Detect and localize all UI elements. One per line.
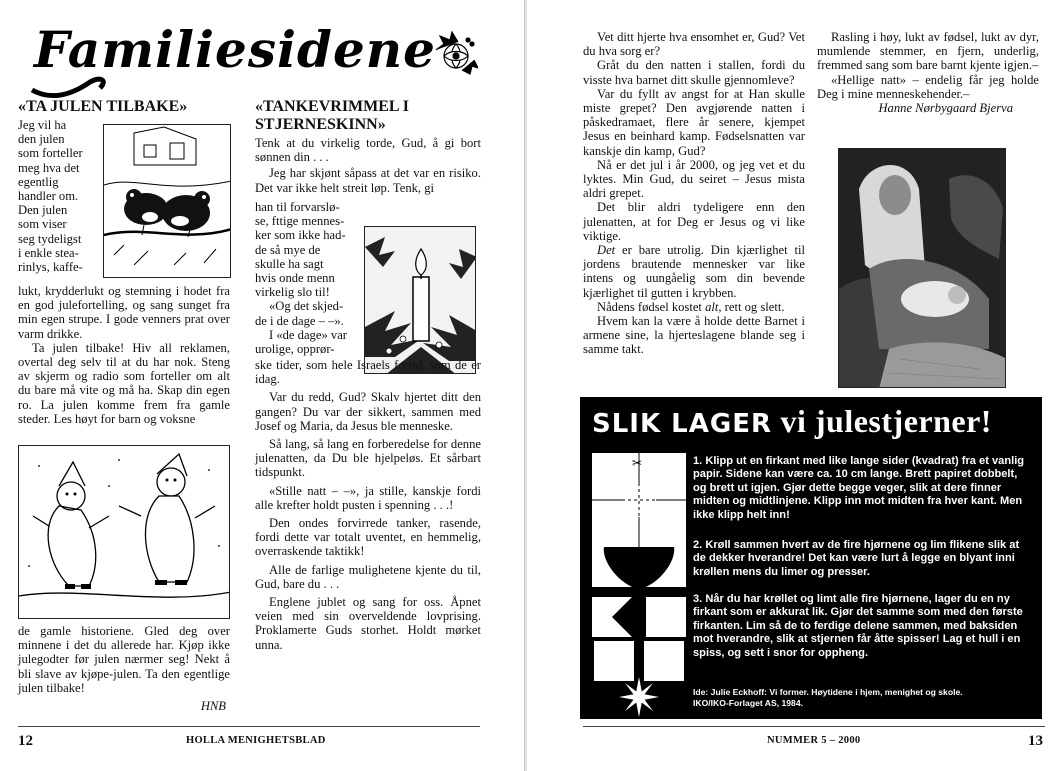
left-page bbox=[0, 0, 525, 771]
text-line: skulle ha sagt bbox=[255, 256, 324, 271]
text-line: seg tydeligst bbox=[18, 231, 82, 246]
paragraph: lukt, krydderlukt og stemning i hodet fra en god julefortelling, og sang sunget fra min egen strupe. I gode venners prat over varm drikke. bbox=[18, 284, 230, 341]
paragraph: ske tider, som hele Israels fortid, som de er idag. bbox=[255, 358, 481, 387]
text-line: de i de dage – –». bbox=[255, 313, 344, 328]
paragraph: Tenk at du virkelig torde, Gud, å gi bort sønnen din . . . bbox=[255, 136, 481, 165]
instruction-step-1: 1. Klipp ut en firkant med like lange sider (kvadrat) fra et vanlig papir. Sidene kan være ca. 10 cm lange. Brett papiret dobbelt, og brett ut igjen. Gjør dette begge veger, slik at dere finner midten og midtlinjene. Klipp inn mot midten fra hver kant. Men ikke klipp helt inn! bbox=[693, 455, 1025, 521]
article2-body bbox=[255, 358, 481, 652]
fold-diagram-step1 bbox=[592, 453, 686, 547]
children-drawing bbox=[19, 446, 230, 619]
article-signature: Hanne Nørbygaard Bjerva bbox=[878, 101, 1013, 116]
text-line: som forteller bbox=[18, 146, 83, 161]
text-line: I «de dage» var bbox=[269, 327, 347, 342]
masthead-swash bbox=[30, 76, 360, 100]
paragraph-text: rett og slett. bbox=[721, 299, 785, 314]
text-line: egentlig bbox=[18, 174, 59, 189]
paragraph: Ta julen tilbake! Hiv all reklamen, overtal deg selv til at du har nok. Steng av skjerm og radio som forteller om alt du bare må vite og må ha. Skap din egen ro. La julen komme frem fra gamle steder. Les høyt for barn og voksne bbox=[18, 340, 230, 426]
text-line: Jeg vil ha bbox=[18, 118, 67, 132]
article2-wrap-text bbox=[255, 200, 363, 356]
paragraph: Englene jublet og sang for oss. Åpnet veien med sin overveldende lovprising. Proklamerte Guds storhet. Holdt mørket unna. bbox=[255, 595, 481, 652]
article-ta-julen-tilbake bbox=[18, 98, 230, 118]
article-headline: «TANKEVRIMMEL I STJERNESKINN» bbox=[255, 98, 409, 133]
paragraph: «Stille natt – –», ja stille, kanskje fordi alle krefter holdt pusten i spenning . . .! bbox=[255, 483, 481, 512]
text-line: ker som ikke had- bbox=[255, 228, 346, 243]
paragraph: Alle de farlige mulighetene kjente du til, Gud, bare du . . . bbox=[255, 562, 481, 591]
right-page bbox=[527, 0, 1055, 771]
instruction-step-2: 2. Krøll sammen hvert av de fire hjørnene og lim flikene slik at de dekker hverandre! Det kan være lurt å legge en blyant inni krøllen mens du limer og presser. bbox=[693, 539, 1020, 578]
text-line: Den julen bbox=[18, 203, 68, 218]
paragraph: Gråt du den natten i stallen, fordi du visste hva barnet ditt skulle gjennomleve? bbox=[583, 58, 805, 87]
paragraph: Jeg har skjønt såpass at det var en risiko. Det var ikke helt streit løp. Tenk, gi bbox=[255, 166, 481, 195]
children-in-snow-illustration bbox=[18, 445, 230, 619]
candle-illustration bbox=[364, 226, 476, 374]
box-title bbox=[592, 403, 992, 440]
paragraph: Var du redd, Gud? Skalv hjertet ditt den gangen? Du var der sikkert, sammen med Josef og Maria, da Jesus ble menneske. bbox=[255, 390, 481, 433]
text-line: meg hva det bbox=[18, 160, 80, 175]
right-column-2 bbox=[817, 30, 1039, 115]
birds-drawing bbox=[104, 125, 231, 278]
credit-line: Ide: Julie Eckhoff: Vi former. Høytidene i hjem, menighet og skole. bbox=[693, 687, 963, 697]
birds-illustration bbox=[103, 124, 231, 278]
instruction-step-3: 3. Når du har krøllet og limt alle fire hjørnene, lager du en ny firkant som er akkurat lik. Gjør det samme som med den første firkanten. Lim så de to ferdige delene sammen, med baksiden mot hverandre, slik at stjernen får åtte spisser! Lag et hull i en spiss, og sett i snor for oppheng. bbox=[693, 593, 1023, 659]
christmas-rose-icon bbox=[432, 30, 478, 80]
credit-line: IKO/IKO-Forlaget AS, 1984. bbox=[693, 698, 803, 708]
paragraph: Nå er det jul i år 2000, og jeg vet et du lyktes. Min Gud, du seiret – Jesus mista aldri grepet. bbox=[583, 157, 805, 201]
article-tankevrimmel bbox=[255, 98, 481, 195]
julestjerner-instructions-box bbox=[580, 397, 1042, 719]
masthead-title: Familiesidene bbox=[34, 20, 436, 79]
text-line: urolige, opprør- bbox=[255, 342, 335, 357]
text-line: virkelig slo til! bbox=[255, 285, 330, 300]
paragraph: Så lang, så lang en forberedelse for denne julenatten, da Du ble hjelpeløs. Et sårbart tidspunkt. bbox=[255, 437, 481, 480]
box-title-stamp: SLIK LAGER bbox=[592, 409, 772, 439]
text-line: i enkle stea- bbox=[18, 245, 79, 260]
instruction-credit bbox=[693, 687, 1033, 709]
paragraph bbox=[583, 300, 805, 314]
candle-drawing bbox=[365, 227, 476, 374]
nativity-picture bbox=[838, 148, 1006, 388]
text-line: de så mye de bbox=[255, 242, 321, 257]
paragraph bbox=[583, 243, 805, 300]
paragraph: de gamle historiene. Gled deg over minnene i det du allerede har. Kjøp ikke julegodter før julen nærmer seg! Nekt å bli slave av kjøpe-julen. Ta den egentlige julen tilbake! bbox=[18, 624, 230, 695]
article1-body bbox=[18, 284, 230, 426]
text-line: hvis onde menn bbox=[255, 271, 335, 286]
text-line: han til forvarslø- bbox=[255, 200, 340, 214]
page-number: 12 bbox=[18, 733, 33, 749]
svg-text:✂: ✂ bbox=[632, 456, 643, 470]
article1-ending bbox=[18, 624, 230, 713]
masthead bbox=[30, 14, 470, 100]
text-line: som viser bbox=[18, 217, 67, 232]
text-line: se, fttige mennes- bbox=[255, 214, 345, 229]
box-title-text: vi julestjerner! bbox=[780, 403, 992, 439]
paragraph: Den ondes forvirrede tanker, rasende, fordi dette var totalt uventet, en hemmelig, overraskende taktikk! bbox=[255, 516, 481, 559]
paragraph: Vet ditt hjerte hva ensomhet er, Gud? Vet du hva sorg er? bbox=[583, 30, 805, 59]
article-signature: HNB bbox=[200, 699, 226, 714]
page-number: 13 bbox=[1028, 733, 1043, 749]
text-line: «Og det skjed- bbox=[269, 299, 344, 314]
text-line: handler om. bbox=[18, 189, 79, 204]
emphasis: Det bbox=[597, 243, 616, 258]
article1-wrap-text bbox=[18, 118, 102, 274]
nativity-drawing bbox=[839, 149, 1006, 388]
right-column-1 bbox=[583, 30, 805, 357]
text-line: den julen bbox=[18, 132, 65, 147]
paragraph: Var du fyllt av angst for at Han skulle miste grepet? Den avgjørende natten i påskedramaet, flere år senere, kjempet Jesus en beinhard kamp. Fødselsnatten var kanskje din kamp, Gud? bbox=[583, 86, 805, 158]
paragraph: Det blir aldri tydeligere enn den julenatten, at for Deg er Jesus og vi like viktige. bbox=[583, 200, 805, 243]
left-page-footer bbox=[18, 726, 480, 756]
publication-name: HOLLA MENIGHETSBLAD bbox=[186, 735, 326, 746]
emphasis: alt, bbox=[705, 299, 722, 314]
paragraph: Hvem kan la være å holde dette Barnet i armene sine, la hjerteslagene blande seg i samme takt. bbox=[583, 314, 805, 357]
paragraph-text: Nådens fødsel kostet bbox=[597, 299, 706, 314]
text-line: rinlys, kaffe- bbox=[18, 260, 83, 275]
paragraph: «Hellige natt» – endelig får jeg holde Deg i mine menneskehender.– bbox=[817, 72, 1039, 101]
right-page-footer bbox=[583, 726, 1045, 756]
issue-number: NUMMER 5 – 2000 bbox=[767, 735, 861, 746]
fold-diagram-step2 bbox=[592, 547, 686, 637]
fold-diagram-step3 bbox=[592, 641, 686, 717]
article-headline: «TA JULEN TILBAKE» bbox=[18, 98, 188, 115]
paragraph-text: er bare utrolig. Din kjærlighet til jordens brautende mennesker var like intens og uungåelig som din bevende kjærlighet til gutten i krybben. bbox=[583, 243, 805, 300]
paragraph: Rasling i høy, lukt av fødsel, lukt av dyr, mumlende stemmer, en fjern, underlig, fremmed sang som bare barnt kjente igjen.– bbox=[817, 30, 1039, 73]
